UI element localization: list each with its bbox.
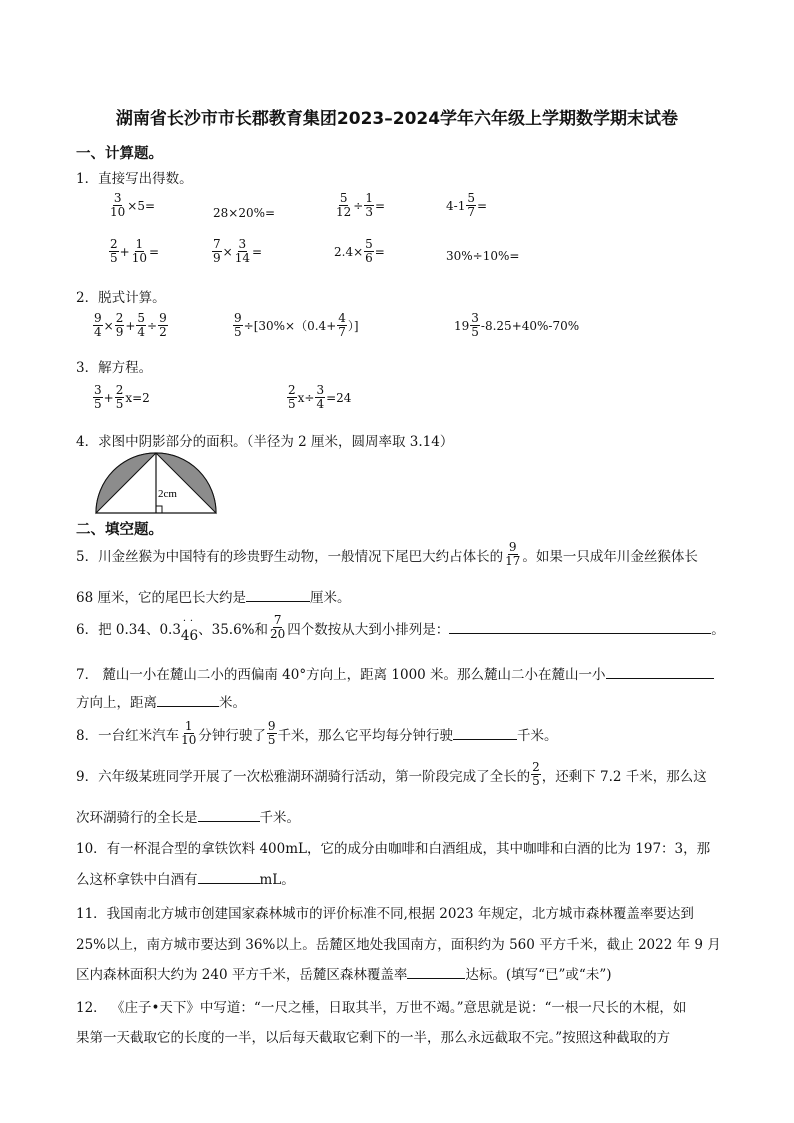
q3-equation-1: $\frac{3}{5}$ + $\frac{2}{5}$ x=2 bbox=[94, 383, 150, 411]
semicircle-figure bbox=[94, 451, 218, 517]
q2-expr-1: $\frac{9}{4}$ × $\frac{2}{9}$ + $\frac{5}{4}$ ÷ $\frac{9}{2}$ bbox=[94, 311, 167, 339]
question-9-line-1: 9．六年级某班同学开展了一次松雅湖环湖骑行活动，第一阶段完成了全长的 $\frac{2}{5}$ ，还剩下 7.2 千米，那么这 bbox=[76, 760, 707, 788]
page-title: 湖南省长沙市市长郡教育集团2023–2024学年六年级上学期数学期末试卷 bbox=[115, 109, 679, 129]
question-3-label: 3．解方程。 bbox=[76, 360, 153, 376]
q1-expr-6: $\frac{7}{9}$ × $\frac{3}{14}$ = bbox=[213, 237, 263, 265]
question-11-line-1: 11．我国南北方城市创建国家森林城市的评价标准不同,根据 2023 年规定，北方城市森林覆盖率要达到 bbox=[76, 906, 694, 922]
q1-expr-4: 4-1 $\frac{5}{7}$ = bbox=[446, 191, 488, 219]
question-11-line-3: 区内森林面积大约为 240 平方千米，岳麓区森林覆盖率 达标。(填写“已”或“未”) bbox=[76, 967, 612, 983]
q11-answer-blank[interactable] bbox=[407, 966, 465, 979]
question-5-line-1: 5．川金丝猴为中国特有的珍贵野生动物，一般情况下尾巴大约占体长的 $\frac{9}{17}$ 。如果一只成年川金丝猴体长 bbox=[76, 540, 698, 568]
q1-expr-2: 28×20%= bbox=[213, 206, 276, 220]
question-11-line-2: 25%以上，南方城市要达到 36%以上。岳麓区地处我国南方，面积约为 560 平方千米，截止 2022 年 9 月 bbox=[76, 937, 721, 953]
q5-answer-blank[interactable] bbox=[246, 589, 310, 602]
repeating-decimal: 46 · · bbox=[180, 615, 199, 644]
q1-expr-7: 2.4× $\frac{5}{6}$ = bbox=[334, 237, 385, 265]
question-10-line-1: 10．有一杯混合型的拿铁饮料 400mL，它的成分由咖啡和白酒组成，其中咖啡和白酒的比为 197：3，那 bbox=[76, 841, 711, 857]
q1-expr-8: 30%÷10%= bbox=[446, 249, 520, 263]
q7-distance-blank[interactable] bbox=[157, 694, 219, 707]
q8-answer-blank[interactable] bbox=[453, 727, 517, 740]
question-2-label: 2．脱式计算。 bbox=[76, 290, 166, 306]
section-calculation: 一、计算题。 bbox=[76, 146, 163, 162]
question-7-line-2: 方向上，距离 米。 bbox=[76, 695, 246, 711]
q1-expr-3: $\frac{5}{12}$ ÷ $\frac{1}{3}$ = bbox=[336, 191, 386, 219]
q1-expr-1: $\frac{3}{10}$ ×5= bbox=[110, 191, 156, 219]
question-5-line-2: 68 厘米，它的尾巴长大约是 厘米。 bbox=[76, 590, 351, 606]
question-7-line-1: 7． 麓山一小在麓山二小的西偏南 40°方向上，距离 1000 米。那么麓山二小在麓山一小 bbox=[76, 663, 714, 683]
question-8: 8．一台红米汽车 $\frac{1}{10}$ 分钟行驶了 $\frac{9}{5}$ 千米，那么它平均每分钟行驶 千米。 bbox=[76, 719, 558, 747]
radius-label: 2cm bbox=[158, 488, 177, 500]
q10-answer-blank[interactable] bbox=[198, 871, 260, 884]
question-4-label: 4．求图中阴影部分的面积。（半径为 2 厘米，圆周率取 3.14） bbox=[76, 434, 454, 450]
question-12-line-2: 果第一天截取它的长度的一半，以后每天截取它剩下的一半，那么永远截取不完。”按照这种截取的方 bbox=[76, 1030, 671, 1046]
section-fill-blank: 二、填空题。 bbox=[76, 522, 163, 538]
q1-expr-5: $\frac{2}{5}$ + $\frac{1}{10}$ = bbox=[110, 237, 160, 265]
q3-equation-2: $\frac{2}{5}$ x÷ $\frac{3}{4}$ =24 bbox=[288, 383, 352, 411]
q9-answer-blank[interactable] bbox=[198, 809, 260, 822]
q7-direction-blank[interactable] bbox=[606, 666, 714, 679]
q6-answer-blank[interactable] bbox=[449, 621, 711, 634]
q2-expr-2: $\frac{9}{5}$ ÷[30%×（0.4+ $\frac{4}{7}$ ）] bbox=[234, 311, 359, 339]
question-1-label: 1．直接写出得数。 bbox=[76, 171, 193, 187]
question-6: 6．把 0.34、0.3 46 · · 、35.6%和 $\frac{7}{20}$ 四个数按从大到小排列是： 。 bbox=[76, 613, 725, 644]
question-10-line-2: 么这杯拿铁中白酒有 mL。 bbox=[76, 872, 295, 888]
question-12-line-1: 12． 《庄子•天下》中写道：“一尺之棰，日取其半，万世不竭。”意思就是说：“一根一尺长的木棍，如 bbox=[76, 1000, 687, 1016]
q2-expr-3: 19 $\frac{3}{5}$ -8.25+40%-70% bbox=[454, 311, 580, 339]
question-9-line-2: 次环湖骑行的全长是 千米。 bbox=[76, 810, 300, 826]
